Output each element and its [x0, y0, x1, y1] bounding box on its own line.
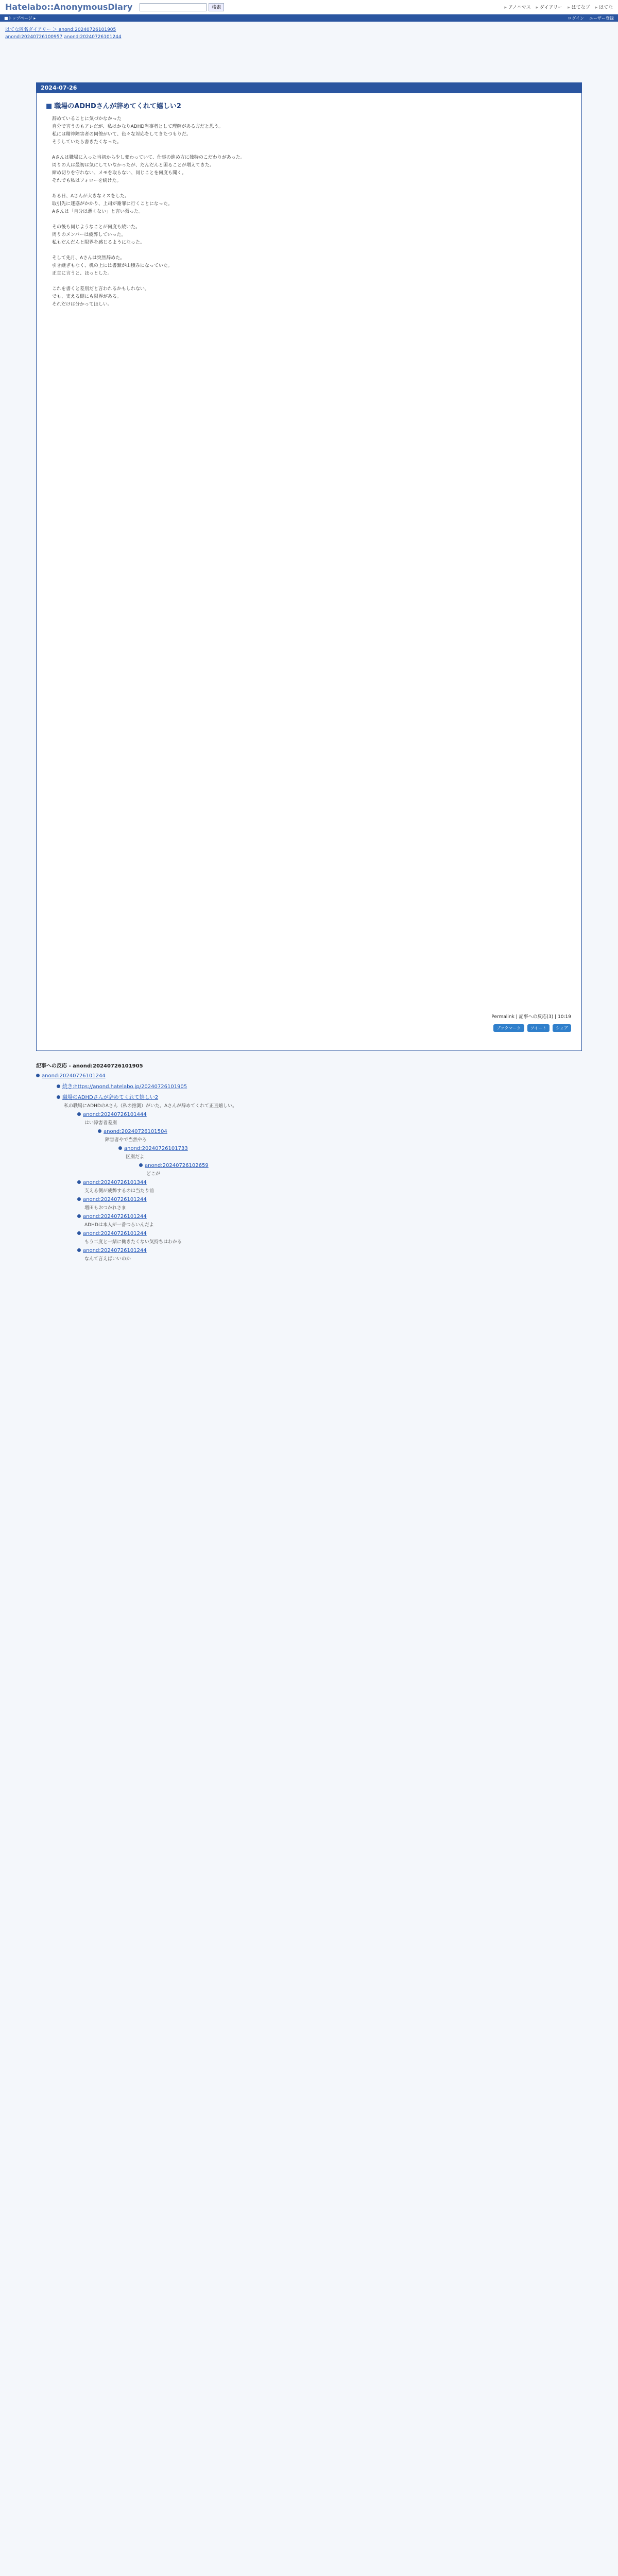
response-item — [118, 1146, 582, 1160]
bullet-icon — [98, 1129, 101, 1133]
responses-section — [36, 1061, 582, 1265]
response-item — [77, 1248, 582, 1262]
header — [0, 0, 618, 14]
article-paragraph — [52, 247, 566, 255]
article-paragraph: 辞めていることに気づかなかった — [52, 116, 122, 122]
bullet-icon — [57, 1095, 60, 1099]
logo[interactable] — [5, 2, 132, 12]
article-paragraph: 私には精神障害者の同僚がいて、色々な対応をしてきたつもりだ。 — [52, 132, 191, 137]
article-paragraph: これを書くと差別だと言われるかもしれない。 — [52, 286, 150, 292]
response-link[interactable]: anond:20240726101244 — [83, 1197, 147, 1202]
response-text: 障害者やで当然やろ — [105, 1138, 147, 1143]
response-link[interactable]: anond:20240726102659 — [145, 1163, 209, 1168]
response-text: もう二度と一緒に働きたくない気持ちはわかる — [84, 1240, 182, 1245]
article-paragraph: ある日、Aさんが大きなミスをした。 — [52, 194, 130, 199]
top-nav — [504, 4, 613, 10]
breadcrumb — [0, 22, 618, 33]
article-paragraph: 取引先に迷惑がかかり、上司が謝罪に行くことになった。 — [52, 201, 173, 207]
response-text: 支える側が疲弊するのは当たり前 — [84, 1189, 154, 1194]
bullet-icon — [36, 1074, 40, 1077]
top-page-link[interactable]: ■トップページ ▸ — [4, 15, 36, 21]
register-link[interactable]: ユーザー登録 — [589, 15, 614, 21]
sub-bar — [0, 14, 618, 22]
article-paragraph: 私もだんだんと限界を感じるようになった。 — [52, 240, 145, 245]
article-footer[interactable]: Permalink | 記事への反応(3) | 10:19 — [491, 1014, 571, 1020]
response-link[interactable]: 職場のADHDさんが辞めてくれて嬉しい2 — [62, 1095, 159, 1100]
login-link[interactable]: ログイン — [568, 15, 584, 21]
article-paragraph: そして先月、Aさんは突然辞めた。 — [52, 256, 125, 261]
article-body — [52, 115, 566, 309]
response-link[interactable]: anond:20240726101244 — [83, 1231, 147, 1236]
article-paragraph — [52, 216, 566, 224]
response-text: はい障害者差別 — [84, 1121, 117, 1126]
response-link[interactable]: anond:20240726101444 — [83, 1112, 147, 1117]
responses-heading: 記事への反応 - anond:20240726101905 — [36, 1063, 143, 1069]
logo-sub[interactable]: ::AnonymousDiary — [47, 2, 133, 12]
search-input[interactable] — [140, 3, 207, 11]
article-paragraph: そうしていたら書きたくなった。 — [52, 140, 122, 145]
tweet-button[interactable]: ツイート — [527, 1024, 550, 1032]
bullet-icon — [77, 1214, 81, 1218]
bullet-icon — [57, 1084, 60, 1088]
parent-link[interactable]: anond:20240726100957 — [5, 35, 63, 40]
article-paragraph: 自分で言うのもアレだが、私はかなりADHD当事者として理解がある方だと思う。 — [52, 124, 224, 129]
article-paragraph: Aさんは職場に入った当初から少し変わっていて、仕事の進め方に独特のこだわりがあった。 — [52, 155, 245, 160]
response-text: どこが — [146, 1172, 161, 1177]
article-paragraph: でも、支える側にも限界がある。 — [52, 294, 122, 299]
article-paragraph: それでも私はフォローを続けた。 — [52, 178, 122, 183]
response-text: 私の職場にADHDのAさん（私の推測）がいた。Aさんが辞めてくれて正直嬉しい。 — [64, 1104, 237, 1109]
response-link[interactable]: anond:20240726101244 — [42, 1073, 106, 1079]
bullet-icon — [118, 1146, 122, 1150]
breadcrumb-secondary — [0, 33, 618, 44]
article-title[interactable]: ■ 職場のADHDさんが辞めてくれて嬉しい2 — [46, 100, 572, 110]
article-paragraph: 正直に言うと、ほっとした。 — [52, 271, 113, 276]
article-paragraph: それだけは分かってほしい。 — [52, 302, 113, 307]
response-item — [77, 1180, 582, 1194]
parent-link[interactable]: anond:20240726101244 — [64, 35, 122, 40]
search-button[interactable]: 検索 — [209, 3, 224, 11]
response-text: ADHDは本人が一番つらいんだよ — [84, 1223, 154, 1228]
article-paragraph: Aさんは「自分は悪くない」と言い張った。 — [52, 209, 144, 214]
bullet-icon — [77, 1180, 81, 1184]
response-link[interactable]: anond:20240726101244 — [83, 1248, 147, 1253]
logo-main[interactable]: Hatelabo — [5, 2, 47, 12]
response-item — [77, 1214, 582, 1228]
article-paragraph: 周りのメンバーは疲弊していった。 — [52, 232, 126, 238]
breadcrumb-link[interactable]: はてな匿名ダイアリー ＞ anond:20240726101905 — [5, 27, 116, 32]
response-text: 区別だよ — [126, 1155, 145, 1160]
nav-item[interactable]: ▸ はてな — [595, 4, 613, 10]
article-paragraph: 引き継ぎもなく、机の上には書類が山積みになっていた。 — [52, 263, 173, 268]
article-paragraph: 締め切りを守れない、メモを取らない、同じことを何度も聞く。 — [52, 171, 186, 176]
bullet-icon — [77, 1197, 81, 1201]
response-item — [57, 1082, 582, 1090]
article-paragraph: 周りの人は最初は気にしていなかったが、だんだんと困ることが増えてきた。 — [52, 163, 215, 168]
bookmark-button[interactable]: ブックマーク — [493, 1024, 524, 1032]
response-link[interactable]: 続き:https://anond.hatelabo.jp/20240726101905 — [62, 1084, 187, 1090]
article-paragraph — [52, 185, 566, 193]
response-text: 増田もおつかれさま — [84, 1206, 126, 1211]
article-paragraph — [52, 278, 566, 285]
response-item — [77, 1231, 582, 1245]
response-link[interactable]: anond:20240726101733 — [124, 1146, 188, 1151]
response-item — [98, 1129, 582, 1143]
response-item — [139, 1163, 582, 1177]
bullet-icon — [77, 1231, 81, 1235]
response-link[interactable]: anond:20240726101344 — [83, 1180, 147, 1185]
article — [36, 82, 582, 1051]
article-paragraph: その後も同じようなことが何度も続いた。 — [52, 225, 141, 230]
response-item — [77, 1197, 582, 1211]
share-buttons — [493, 1024, 571, 1032]
response-item — [77, 1112, 582, 1126]
response-item — [36, 1073, 582, 1079]
response-item — [57, 1093, 582, 1109]
nav-item[interactable]: ▸ ダイアリー — [536, 4, 563, 10]
share-button[interactable]: シェア — [553, 1024, 571, 1032]
nav-item[interactable]: ▸ アノニマス — [504, 4, 530, 10]
article-paragraph — [52, 146, 566, 154]
bullet-icon — [139, 1163, 143, 1167]
response-text: なんて言えばいいのか — [84, 1257, 131, 1262]
bullet-icon — [77, 1248, 81, 1252]
nav-item[interactable]: ▸ はてなブ — [568, 4, 590, 10]
response-tree — [36, 1073, 582, 1262]
response-link[interactable]: anond:20240726101244 — [83, 1214, 147, 1219]
response-link[interactable]: anond:20240726101504 — [104, 1129, 167, 1134]
bullet-icon — [77, 1112, 81, 1116]
date-bar: 2024-07-26 — [37, 83, 581, 93]
